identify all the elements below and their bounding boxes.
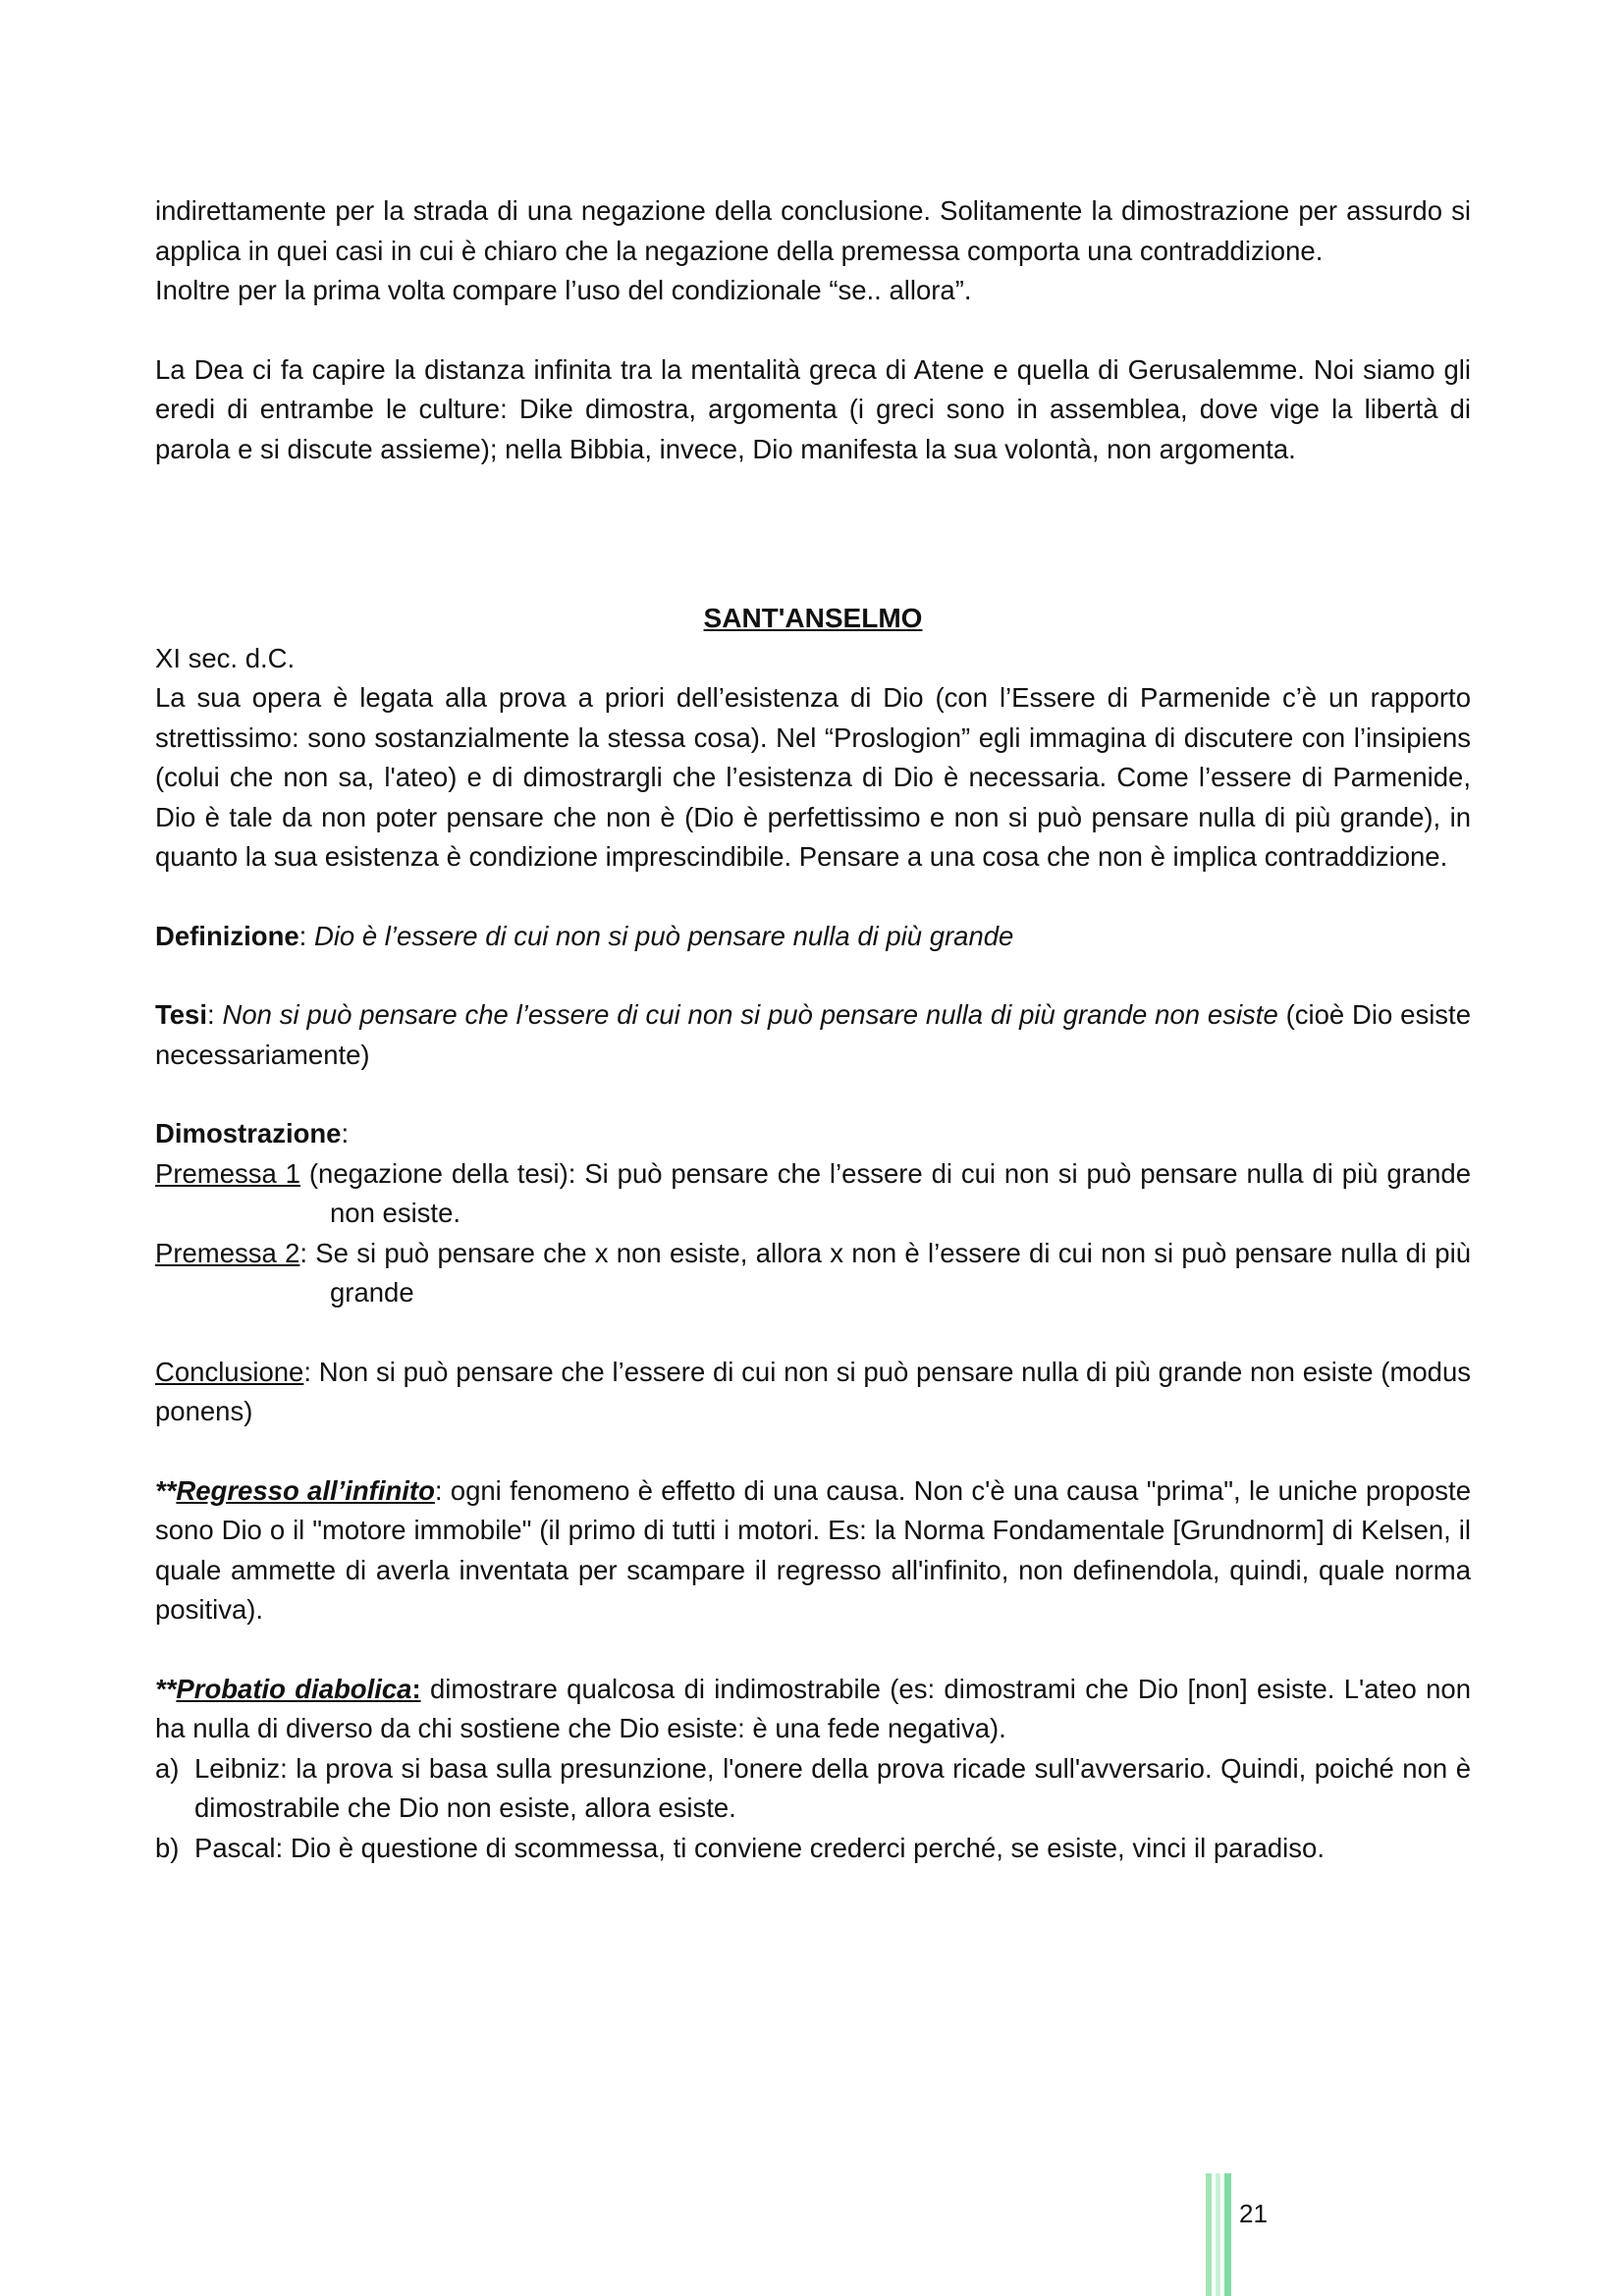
probatio-colon: :: [411, 1673, 421, 1704]
premise-2-label: Premessa 2: [155, 1237, 300, 1268]
definition-colon: :: [298, 920, 314, 951]
premise-1-label: Premessa 1: [155, 1157, 300, 1189]
paragraph-dimostrazione-assurdo: indirettamente per la strada di una negazione della conclusione. Solitamente la dimostrazione per assurdo si applica in quei casi in cui è chiaro che la negazione della premessa comporta una contraddizione.: [155, 195, 1471, 266]
list-item-pascal: [155, 1829, 1471, 1869]
regresso-text: : ogni fenomeno è effetto di una causa. Non c'è una causa "prima", le uniche proposte sono Dio o il "motore immobile" (il primo di tutti i motori. Es: la Norma Fondamentale [Grundnorm] di Kelsen, il quale ammette di averla inventata per scampare il regresso all'infinito, non definendola, quindi, quale norma positiva).: [155, 1474, 1471, 1625]
thesis: [155, 995, 1471, 1075]
conclusion-label: Conclusione: [155, 1356, 304, 1387]
definition-text: Dio è l’essere di cui non si può pensare nulla di più grande: [313, 920, 1014, 951]
premise-1: [155, 1154, 1471, 1234]
document-body: [155, 191, 1471, 1868]
section-intro: La sua opera è legata alla prova a priori dell’esistenza di Dio (con l’Essere di Parmenide c’è un rapporto strettissimo: sono sostanzialmente la stessa cosa). Nel “Proslogion” egli immagina di discutere con l’insipiens (colui che non sa, l'ateo) e di dimostrargli che l’esistenza di Dio è necessaria. Come l’essere di Parmenide, Dio è tale da non poter pensare che non è (Dio è perfettissimo e non si può pensare nulla di più grande), in quanto la sua esistenza è condizione imprescindibile. Pensare a una cosa che non è implica contraddizione.: [155, 682, 1471, 872]
section-century: XI sec. d.C.: [155, 642, 296, 673]
premise-2: [155, 1234, 1471, 1313]
paragraph-atene-gerusalemme: La Dea ci fa capire la distanza infinita tra la mentalità greca di Atene e quella di Gerusalemme. Noi siamo gli eredi di entrambe le culture: Dike dimostra, argomenta (i greci sono in assemblea, dove vige la libertà di parola e si discute assieme); nella Bibbia, invece, Dio manifesta la sua volontà, non argomenta.: [155, 353, 1471, 464]
premise-2-text: : Se si può pensare che x non esiste, allora x non è l’essere di cui non si può pensare nulla di più grande: [299, 1237, 1471, 1308]
definition: [155, 917, 1471, 957]
list-item-leibniz: [155, 1749, 1471, 1829]
list-item-text: Pascal: Dio è questione di scommessa, ti conviene crederci perché, se esiste, vinci il paradiso.: [194, 1832, 1325, 1863]
premise-1-text: (negazione della tesi): Si può pensare che l’essere di cui non si può pensare nulla di più grande non esiste.: [299, 1157, 1471, 1228]
page-number: 21: [1239, 2199, 1268, 2228]
probatio-stars: **: [155, 1673, 177, 1704]
probatio-label: Probatio diabolica: [176, 1673, 412, 1704]
definition-label: Definizione: [155, 920, 299, 951]
conclusion-text: : Non si può pensare che l’essere di cui non si può pensare nulla di più grande non esiste (modus ponens): [155, 1356, 1471, 1426]
demonstration-colon: :: [341, 1118, 350, 1148]
list-marker: a): [155, 1752, 180, 1784]
thesis-italic: Non si può pensare che l’essere di cui non si può pensare nulla di più grande non esiste: [222, 999, 1278, 1030]
list-item-text: Leibniz: la prova si basa sulla presunzione, l'onere della prova ricade sull'avversario. Quindi, poiché non è dimostrabile che Dio non esiste, allora esiste.: [194, 1752, 1471, 1823]
footer-bar: [1206, 2173, 1212, 2296]
demonstration-label: Dimostrazione: [155, 1118, 342, 1148]
footer-bar: [1224, 2173, 1231, 2296]
probatio-text: dimostrare qualcosa di indimostrabile (es: dimostrami che Dio [non] esiste. L'ateo non ha nulla di diverso da chi sostiene che Dio esiste: è una fede negativa).: [155, 1673, 1472, 1743]
probatio-paragraph: [155, 1670, 1471, 1749]
thesis-colon: :: [207, 999, 223, 1030]
conclusion: [155, 1353, 1471, 1432]
demonstration-heading: [155, 1114, 1471, 1154]
list-marker: b): [155, 1832, 180, 1863]
regresso-paragraph: [155, 1471, 1471, 1630]
regresso-label: Regresso all’infinito: [176, 1474, 435, 1506]
section-title: SANT'ANSELMO: [703, 603, 923, 633]
footer-decoration-bars: [1206, 2173, 1231, 2296]
thesis-label: Tesi: [155, 999, 207, 1030]
footer-bar: [1216, 2173, 1220, 2296]
regresso-stars: **: [155, 1474, 177, 1506]
paragraph-condizionale: Inoltre per la prima volta compare l’uso del condizionale “se.. allora”.: [155, 275, 972, 305]
thesis-plain: (cioè Dio esiste necessariamente): [155, 999, 1471, 1070]
